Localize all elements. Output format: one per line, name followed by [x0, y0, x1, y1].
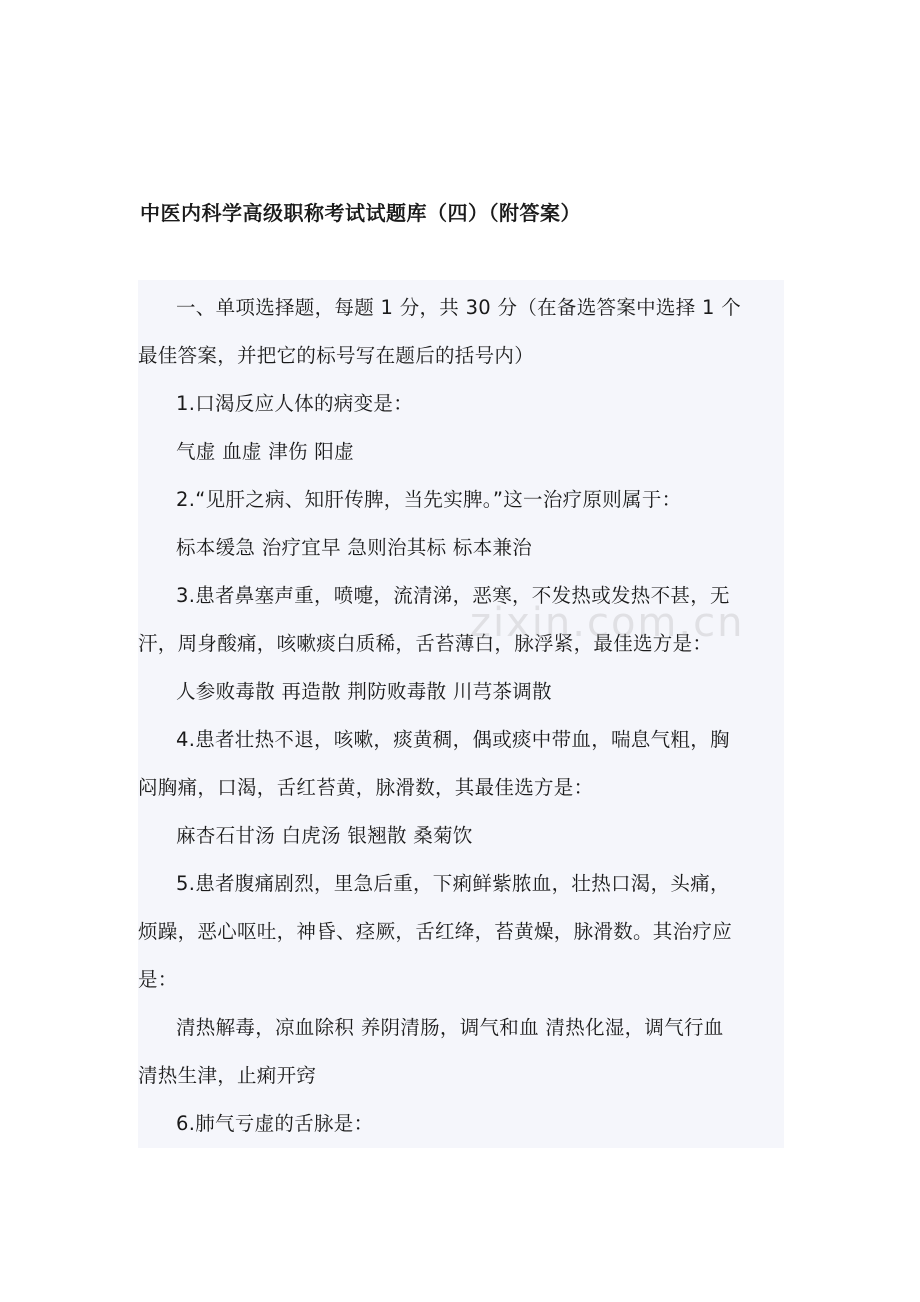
document-body	[138, 280, 784, 1148]
options-4: 麻杏石甘汤 白虎汤 银翘散 桑菊饮	[176, 824, 473, 847]
options-5-line-2: 清热生津，止痢开窍	[138, 1064, 317, 1087]
question-4-line-1: 4.患者壮热不退，咳嗽，痰黄稠，偶或痰中带血，喘息气粗，胸	[176, 728, 730, 751]
question-5-line-3: 是：	[138, 968, 178, 991]
options-1: 气虚 血虚 津伤 阳虚	[176, 440, 354, 463]
options-5-line-1: 清热解毒，凉血除积 养阴清肠，调气和血 清热化湿，调气行血	[176, 1016, 724, 1039]
question-1: 1.口渴反应人体的病变是：	[176, 392, 414, 415]
section-heading-line-2: 最佳答案，并把它的标号写在题后的括号内）	[138, 344, 535, 367]
section-heading-line-1: 一、单项选择题，每题 1 分，共 30 分（在备选答案中选择 1 个	[176, 296, 742, 319]
watermark: zixin.com.cn	[470, 600, 745, 646]
options-2: 标本缓急 治疗宜早 急则治其标 标本兼治	[176, 536, 533, 559]
question-2: 2.“见肝之病、知肝传脾，当先实脾。”这一治疗原则属于：	[176, 488, 682, 511]
question-4-line-2: 闷胸痛，口渴，舌红苔黄，脉滑数，其最佳选方是：	[138, 776, 594, 799]
question-6: 6.肺气亏虚的舌脉是：	[176, 1112, 374, 1135]
question-5-line-2: 烦躁，恶心呕吐，神昏、痉厥，舌红绛，苔黄燥，脉滑数。其治疗应	[138, 920, 733, 943]
question-3-line-2: 汗，周身酸痛，咳嗽痰白质稀，舌苔薄白，脉浮紧，最佳选方是：	[138, 632, 713, 655]
document-title: 中医内科学高级职称考试试题库（四）（附答案）	[140, 201, 581, 225]
question-5-line-1: 5.患者腹痛剧烈，里急后重，下痢鲜紫脓血，壮热口渴，头痛，	[176, 872, 730, 895]
options-3: 人参败毒散 再造散 荆防败毒散 川芎茶调散	[176, 680, 552, 703]
question-3-line-1: 3.患者鼻塞声重，喷嚏，流清涕，恶寒，不发热或发热不甚，无	[176, 584, 730, 607]
